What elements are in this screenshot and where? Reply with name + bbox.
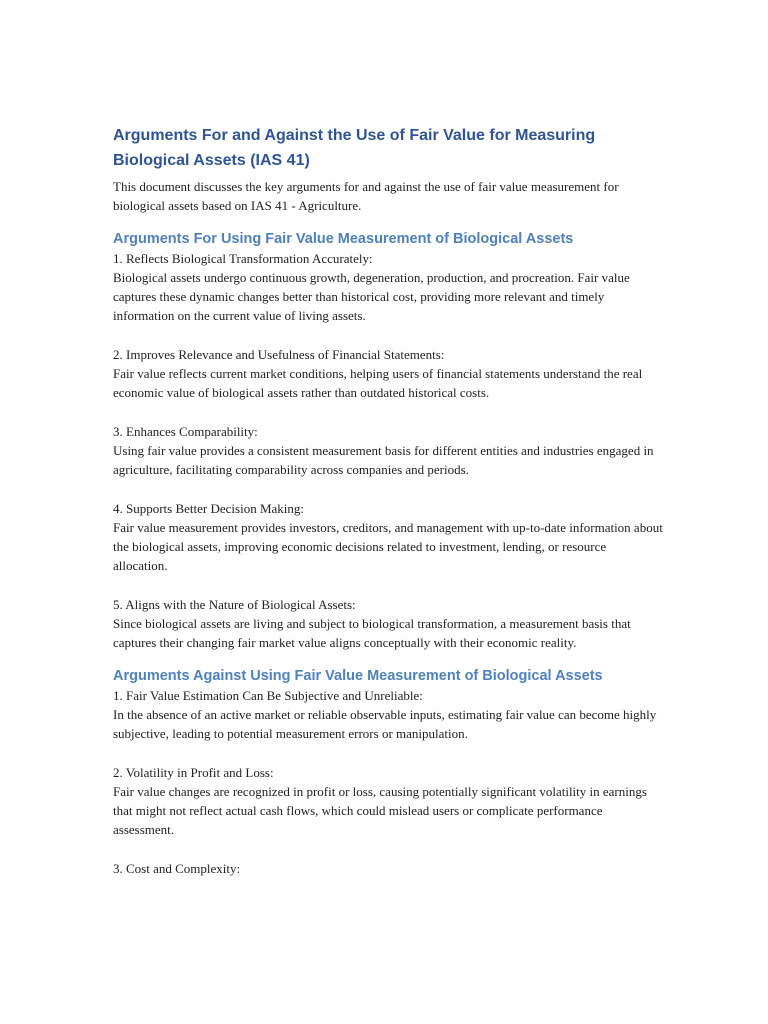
item-body: Biological assets undergo continuous growth, degeneration, production, and procreation. Fair value captures these dynamic changes better than historical cost, providing more relevant and timely information on the current value of living assets.: [113, 269, 630, 324]
section-heading-for: Arguments For Using Fair Value Measurement of Biological Assets: [113, 230, 574, 247]
list-item: [113, 345, 663, 403]
item-body: Fair value reflects current market conditions, helping users of financial statements understand the real economic value of biological assets rather than outdated historical costs.: [113, 366, 643, 401]
item-title: 3. Cost and Complexity:: [113, 860, 241, 876]
list-item: [113, 499, 663, 576]
section-heading-against: Arguments Against Using Fair Value Measurement of Biological Assets: [113, 667, 603, 684]
list-item: [113, 859, 663, 878]
item-body: Since biological assets are living and subject to biological transformation, a measurement basis that captures their changing fair market value aligns conceptually with their economic reality.: [113, 616, 631, 651]
list-item: [113, 422, 663, 480]
item-body: Using fair value provides a consistent measurement basis for different entities and industries engaged in agriculture, facilitating comparability across companies and periods.: [113, 442, 654, 478]
item-title: 4. Supports Better Decision Making:: [113, 500, 305, 516]
list-item: [113, 249, 663, 326]
item-title: 1. Fair Value Estimation Can Be Subjective and Unreliable:: [113, 687, 423, 703]
item-body: Fair value changes are recognized in profit or loss, causing potentially significant volatility in earnings that might not reflect actual cash flows, which could mislead users or complicate performance assessment.: [113, 783, 647, 838]
list-item: [113, 595, 663, 653]
list-item: [113, 686, 663, 744]
list-item: [113, 763, 663, 840]
item-title: 1. Reflects Biological Transformation Accurately:: [113, 250, 373, 266]
document-content: [113, 123, 663, 878]
item-title: 5. Aligns with the Nature of Biological Assets:: [113, 596, 356, 612]
document-title: Arguments For and Against the Use of Fair Value for Measuring Biological Assets (IAS 41): [113, 127, 596, 169]
item-body: Fair value measurement provides investors, creditors, and management with up-to-date information about the biological assets, improving economic decisions related to investment, lending, or resource allocation.: [113, 519, 663, 574]
item-body: In the absence of an active market or reliable observable inputs, estimating fair value can become highly subjective, leading to potential measurement errors or manipulation.: [113, 706, 657, 742]
item-title: 2. Volatility in Profit and Loss:: [113, 764, 274, 780]
item-title: 2. Improves Relevance and Usefulness of Financial Statements:: [113, 346, 445, 362]
item-title: 3. Enhances Comparability:: [113, 423, 258, 439]
intro-paragraph: This document discusses the key arguments for and against the use of fair value measurement for biological assets based on IAS 41 - Agriculture.: [113, 179, 619, 214]
